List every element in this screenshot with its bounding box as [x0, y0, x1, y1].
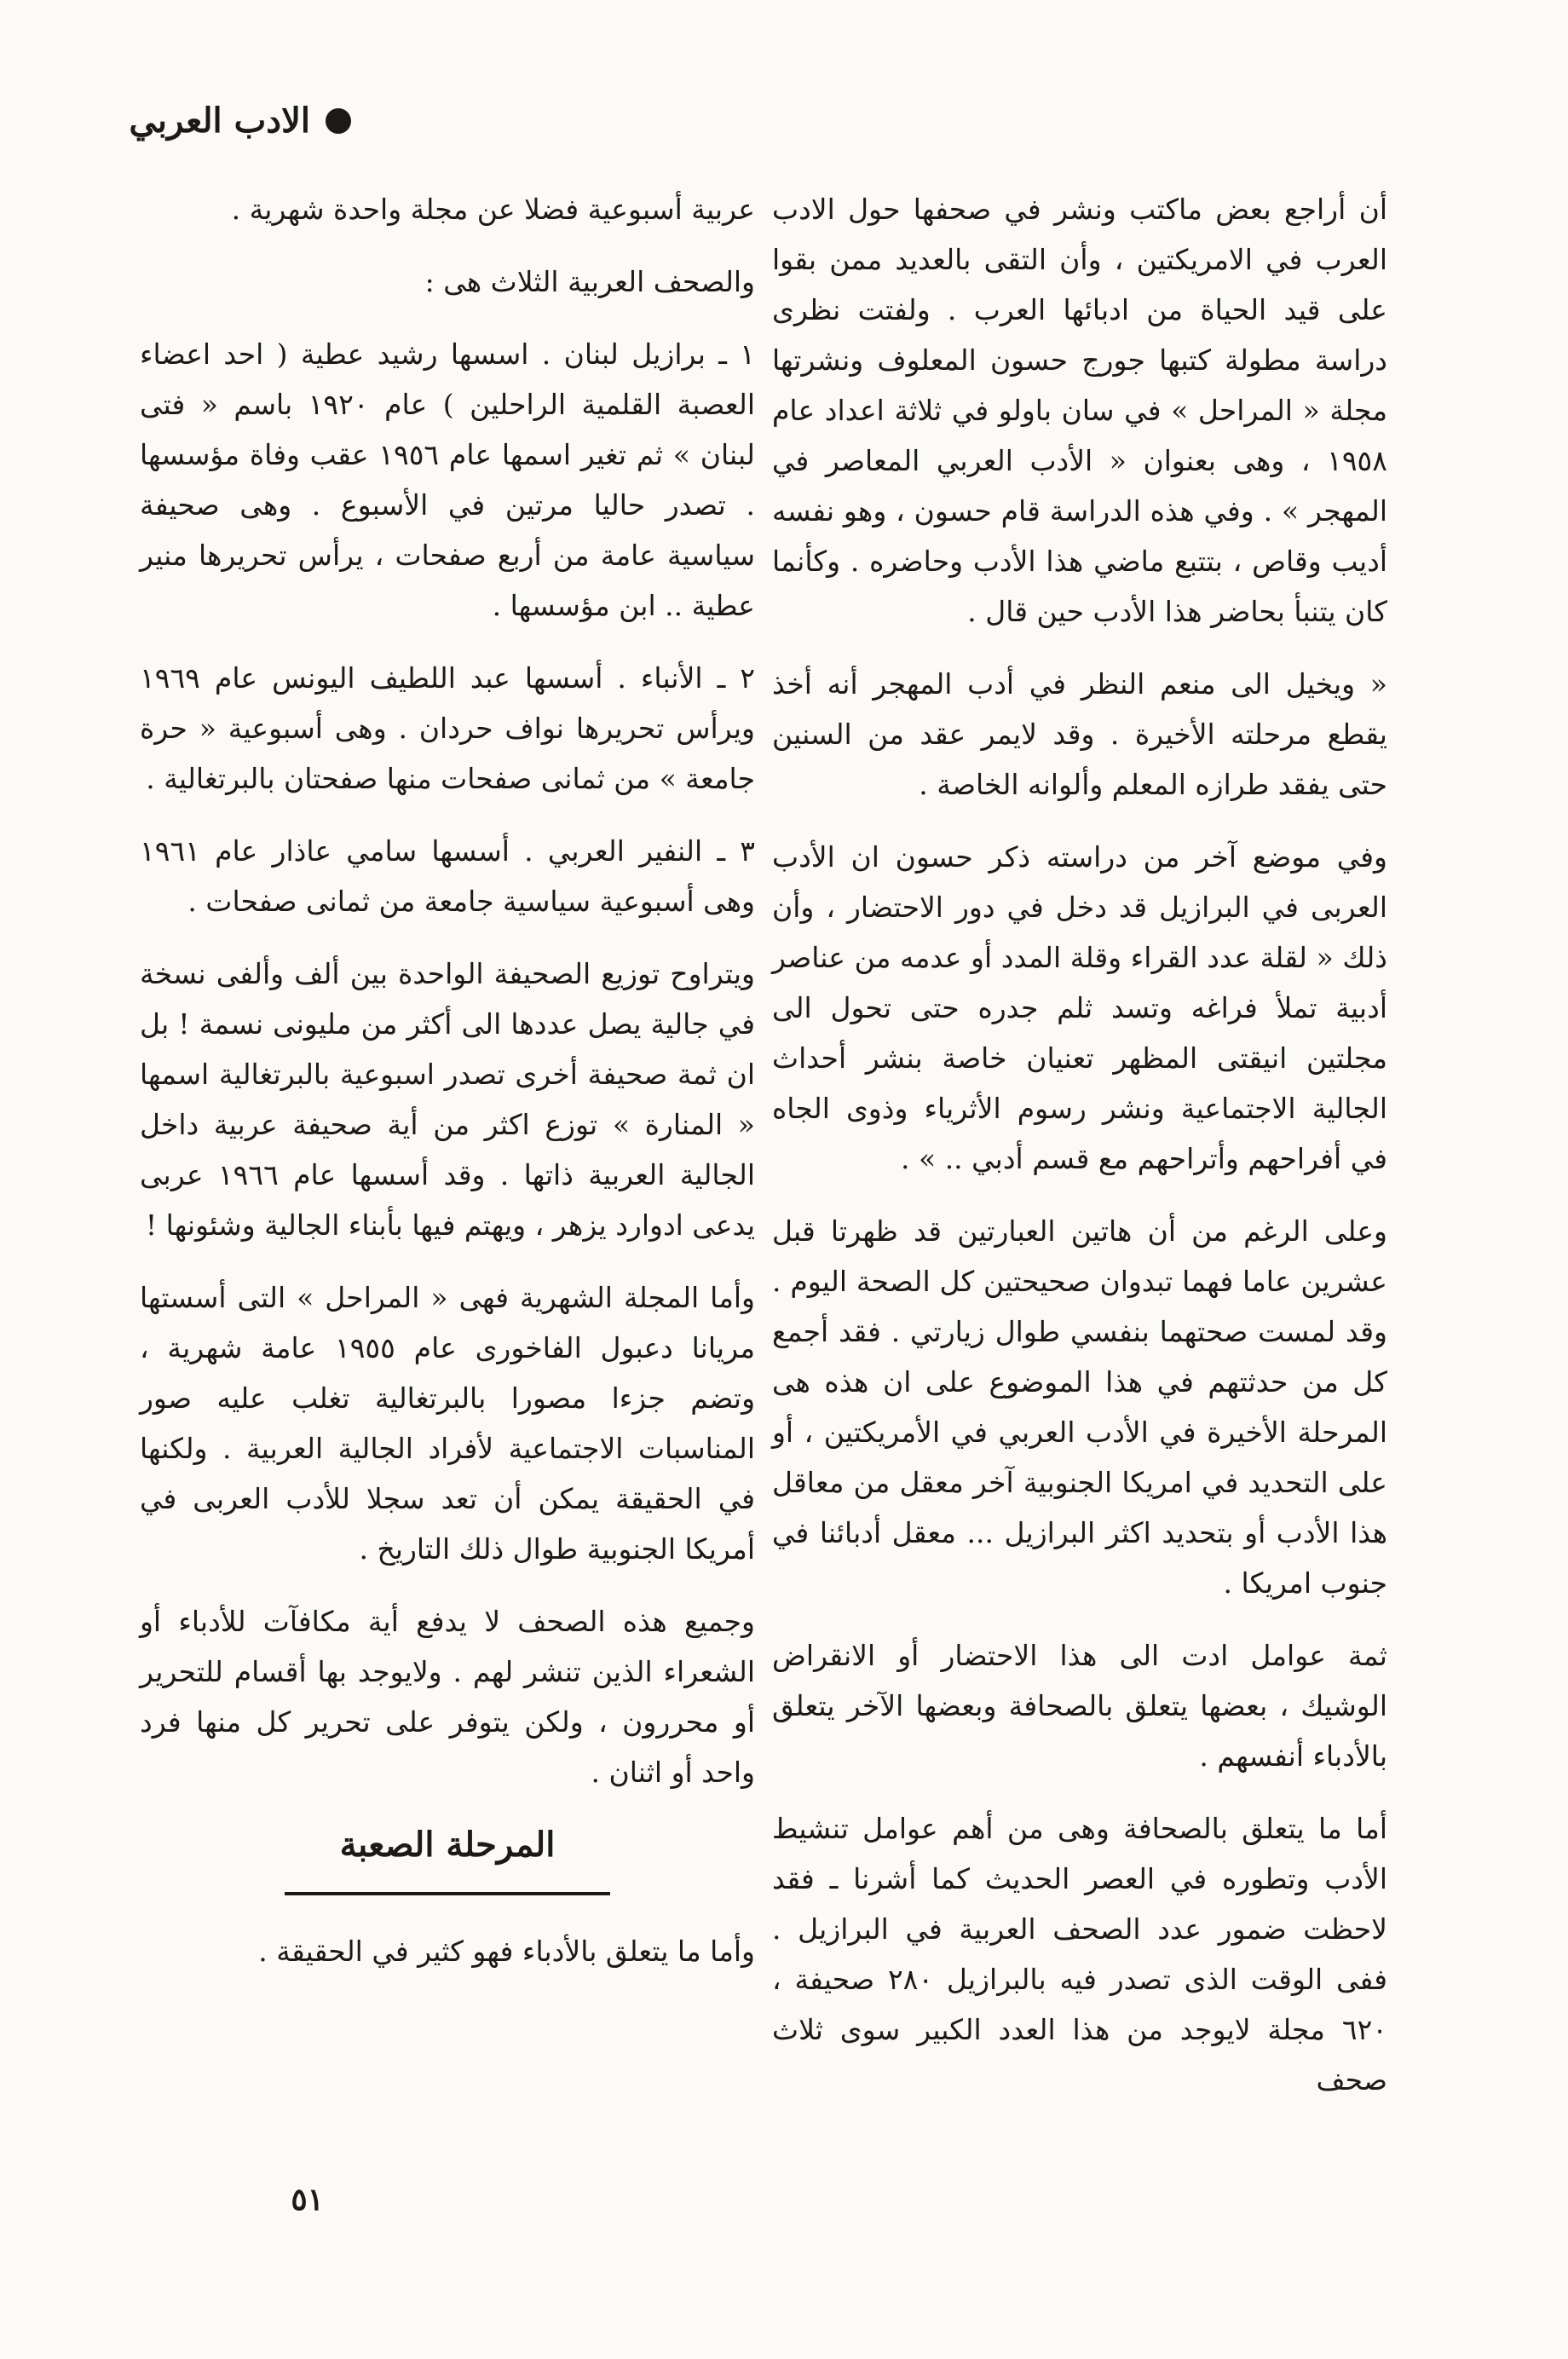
paragraph: وفي موضع آخر من دراسته ذكر حسون ان الأدب العربى في البرازيل قد دخل في دور الاحتضار ، وأن ذلك « لقلة عدد القراء وقلة المدد أو عدمه من عناصر أدبية تملأ فراغه وتسد ثلم جدره حتى تحول الى مجلتين انيقتى المظهر تعنيان خاصة بنشر أحداث الجالية الاجتماعية ونشر رسوم الأثرياء وذوى الجاه في أفراحهم وأتراحهم مع قسم أدبي .. » .: [772, 840, 1387, 1175]
bullet-dot-icon: [326, 108, 351, 134]
paragraph: وعلى الرغم من أن هاتين العبارتين قد ظهرتا قبل عشرين عاما فهما تبدوان صحيحتين كل الصحة اليوم . وقد لمست صحتهما بنفسي طوال زيارتي . فقد أجمع كل من حدثتهم في هذا الموضوع على ان هذه هى المرحلة الأخيرة في الأدب العربي في الأمريكتين ، أو على التحديد في امريكا الجنوبية آخر معقل من معاقل هذا الأدب أو بتحديد اكثر البرازيل ... معقل أدبائنا في جنوب امريكا .: [772, 1214, 1387, 1600]
paragraph: ويتراوح توزيع الصحيفة الواحدة بين ألف وألفى نسخة في جالية يصل عددها الى أكثر من مليونى نسمة ! بل ان ثمة صحيفة أخرى تصدر اسبوعية بالبرتغالية اسمها « المنارة » توزع اكثر من أية صحيفة عربية داخل الجالية العربية ذاتها . وقد أسسها عام ١٩٦٦ عربى يدعى ادوارد يزهر ، ويهتم فيها بأبناء الجالية وشئونها !: [140, 957, 756, 1242]
section-divider: [285, 1892, 610, 1895]
paragraph: وأما ما يتعلق بالأدباء فهو كثير في الحقيقة .: [258, 1935, 755, 1968]
list-item: ١ ـ برازيل لبنان . اسسها رشيد عطية ( احد اعضاء العصبة القلمية الراحلين ) عام ١٩٢٠ باسم « فتى لبنان » ثم تغير اسمها عام ١٩٥٦ عقب وفاة مؤسسها . تصدر حاليا مرتين في الأسبوع . وهى صحيفة سياسية عامة من أربع صفحات ، يرأس تحريرها منير عطية .. ابن مؤسسها .: [140, 337, 756, 622]
section-heading: المرحلة الصعبة: [339, 1825, 556, 1865]
paragraph: وجميع هذه الصحف لا يدفع أية مكافآت للأدباء أو الشعراء الذين تنشر لهم . ولايوجد بها أقسام للتحرير أو محررون ، ولكن يتوفر على تحرير كل منها فرد واحد أو اثنان .: [140, 1605, 755, 1789]
list-item: ٢ ـ الأنباء . أسسها عبد اللطيف اليونس عام ١٩٦٩ ويرأس تحريرها نواف حردان . وهى أسبوعية « حرة جامعة » من ثمانى صفحات منها صفحتان بالبرتغالية .: [140, 661, 755, 795]
paragraph: أما ما يتعلق بالصحافة وهى من أهم عوامل تنشيط الأدب وتطوره في العصر الحديث كما أشرنا ـ فقد لاحظت ضمور عدد الصحف العربية في البرازيل . ففى الوقت الذى تصدر فيه بالبرازيل ٢٨٠ صحيفة ، ٦٢٠ مجلة لايوجد من هذا العدد الكبير سوى ثلاث صحف: [772, 1812, 1387, 2097]
section-header-title: الادب العربي: [129, 101, 310, 141]
running-header: [130, 101, 351, 141]
page-number: ٥١: [291, 2182, 324, 2218]
left-column: [140, 184, 755, 1999]
list-intro: والصحف العربية الثلاث هى :: [424, 265, 755, 298]
list-item: ٣ ـ النفير العربي . أسسها سامي عاذار عام ١٩٦١ وهى أسبوعية سياسية جامعة من ثمانى صفحات .: [140, 834, 755, 918]
paragraph: ثمة عوامل ادت الى هذا الاحتضار أو الانقراض الوشيك ، بعضها يتعلق بالصحافة وبعضها الآخر يتعلق بالأدباء أنفسهم .: [772, 1639, 1387, 1773]
paragraph: أن أراجع بعض ماكتب ونشر في صحفها حول الادب العرب في الامريكتين ، وأن التقى بالعديد ممن بقوا على قيد الحياة من ادبائها العرب . ولفتت نظرى دراسة مطولة كتبها جورج حسون المعلوف ونشرتها مجلة « المراحل » في سان باولو في ثلاثة اعداد عام ١٩٥٨ ، وهى بعنوان « الأدب العربي المعاصر في المهجر » . وفي هذه الدراسة قام حسون ، وهو نفسه أديب وقاص ، بتتبع ماضي هذا الأدب وحاضره . وكأنما كان يتنبأ بحاضر هذا الأدب حين قال .: [772, 193, 1387, 628]
right-column: [772, 184, 1387, 2127]
paragraph: وأما المجلة الشهرية فهى « المراحل » التى أسستها مريانا دعبول الفاخورى عام ١٩٥٥ عامة شهرية ، وتضم جزءا مصورا بالبرتغالية تغلب عليه صور المناسبات الاجتماعية لأفراد الجالية العربية . ولكنها في الحقيقة يمكن أن تعد سجلا للأدب العربى في أمريكا الجنوبية طوال ذلك التاريخ .: [140, 1281, 755, 1566]
paragraph: عربية أسبوعية فضلا عن مجلة واحدة شهرية .: [231, 193, 755, 226]
quote-paragraph: « ويخيل الى منعم النظر في أدب المهجر أنه أخذ يقطع مرحلته الأخيرة . وقد لايمر عقد من السنين حتى يفقد طرازه المعلم وألوانه الخاصة .: [772, 667, 1387, 801]
